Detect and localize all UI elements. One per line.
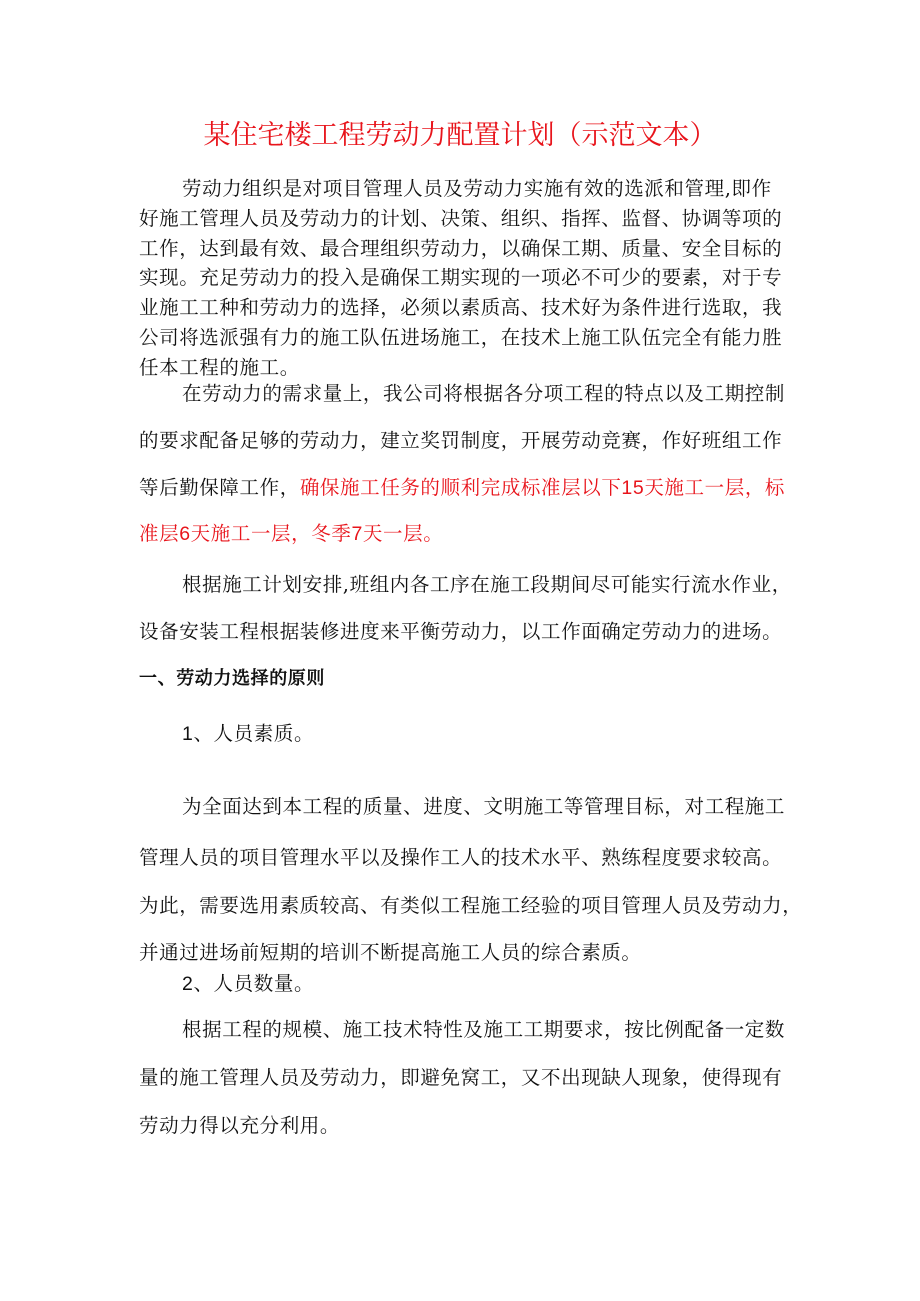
demand-line-1: 在劳动力的需求量上，我公司将根据各分项工程的特点以及工期控制 <box>182 382 786 405</box>
item-1-line-2: 管理人员的项目管理水平以及操作工人的技术水平、熟练程度要求较高。 <box>139 846 783 869</box>
item-1-number: 1 <box>182 723 194 745</box>
intro-line-7: 任本工程的施工。 <box>139 356 300 379</box>
page-title: 某住宅楼工程劳动力配置计划（示范文本） <box>203 120 717 151</box>
item-2-number: 2 <box>182 973 194 995</box>
item-2-line-1: 根据工程的规模、施工技术特性及施工工期要求，按比例配备一定数 <box>182 1018 786 1041</box>
demand-red-number-15: 15 <box>621 477 645 499</box>
item-2-line-2: 量的施工管理人员及劳动力，即避免窝工，又不出现缺人现象，使得现有 <box>139 1066 783 1089</box>
schedule-line-1: 根据施工计划安排,班组内各工序在施工段期间尽可能实行流水作业， <box>182 573 792 596</box>
item-1-line-1: 为全面达到本工程的质量、进度、文明施工等管理目标，对工程施工 <box>182 795 786 818</box>
item-2-heading <box>182 968 314 996</box>
demand-red-text-a: 确保施工任务的顺利完成标准层以下 <box>299 476 622 499</box>
demand-line-3-text: 等后勤保障工作， <box>139 476 300 499</box>
demand-red-text-c: 准层 <box>139 522 180 545</box>
demand-line-4 <box>139 518 443 546</box>
item-2-line-3: 劳动力得以充分利用。 <box>139 1114 341 1137</box>
item-1-line-4: 并通过进场前短期的培训不断提高施工人员的综合素质。 <box>139 941 642 964</box>
demand-line-2: 的要求配备足够的劳动力，建立奖罚制度，开展劳动竞赛，作好班组工作 <box>139 429 783 452</box>
intro-line-2: 好施工管理人员及劳动力的计划、决策、组织、指挥、监督、协调等项的 <box>139 207 783 230</box>
demand-red-text-d: 天施工一层，冬季 <box>190 522 352 545</box>
intro-line-1: 劳动力组织是对项目管理人员及劳动力实施有效的选派和管理,即作 <box>182 177 772 200</box>
intro-line-5: 业施工工种和劳动力的选择，必须以素质高、技术好为条件进行选取，我 <box>139 296 783 319</box>
intro-line-4: 实现。充足劳动力的投入是确保工期实现的一项必不可少的要素，对于专 <box>139 266 783 289</box>
schedule-line-2: 设备安装工程根据装修进度来平衡劳动力，以工作面确定劳动力的进场。 <box>139 620 783 643</box>
item-1-heading <box>182 718 314 746</box>
item-2-title: 、人员数量。 <box>193 972 315 995</box>
section-heading-1: 一、劳动力选择的原则 <box>139 668 325 689</box>
intro-line-3: 工作，达到最有效、最合理组织劳动力，以确保工期、质量、安全目标的 <box>139 237 783 260</box>
demand-red-text-b: 天施工一层，标 <box>644 476 786 499</box>
intro-line-6: 公司将选派强有力的施工队伍进场施工，在技术上施工队伍完全有能力胜 <box>139 326 783 349</box>
demand-line-3 <box>139 472 785 500</box>
demand-red-text-e: 天一层。 <box>362 522 444 545</box>
demand-red-number-7: 7 <box>351 523 363 545</box>
item-1-line-3: 为此，需要选用素质较高、有类似工程施工经验的项目管理人员及劳动力， <box>139 894 803 917</box>
item-1-title: 、人员素质。 <box>193 722 315 745</box>
demand-red-number-6: 6 <box>179 523 191 545</box>
